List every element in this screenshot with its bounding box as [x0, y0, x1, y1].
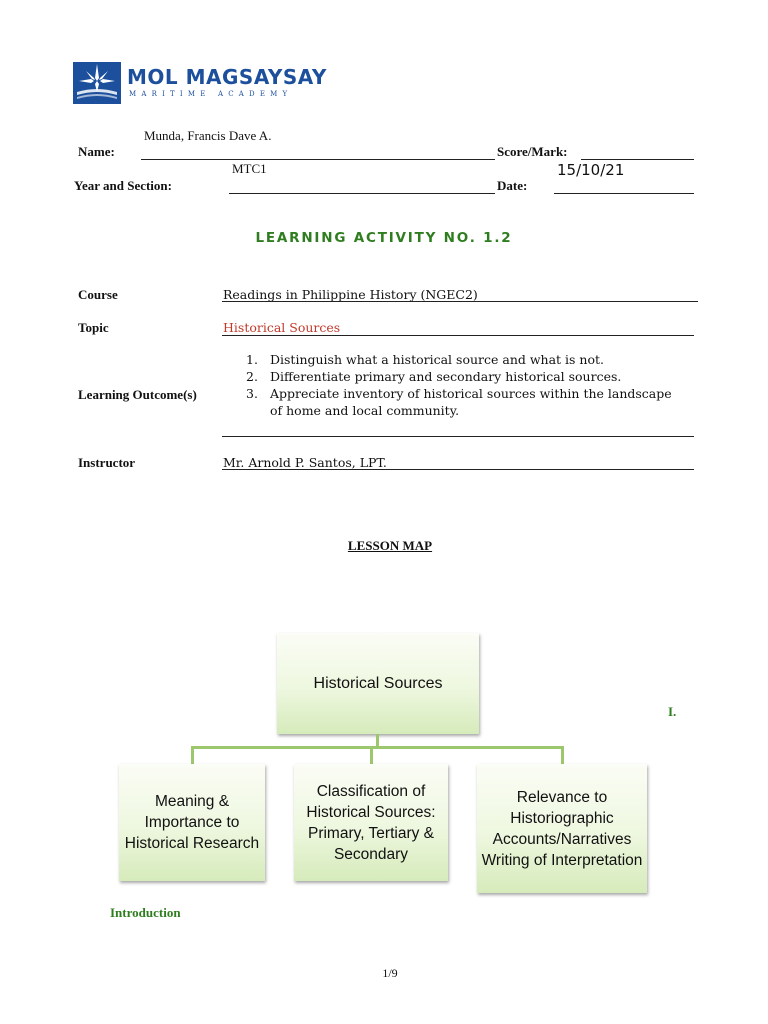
diagram-connector — [370, 746, 373, 764]
year-section-label: Year and Section: — [74, 178, 172, 193]
instructor-label: Instructor — [78, 455, 136, 470]
name-value: Munda, Francis Dave A. — [144, 128, 272, 143]
introduction-heading: Introduction — [110, 905, 181, 920]
diagram-child-node: Classification of Historical Sources: Primary, Tertiary & Secondary — [294, 764, 448, 881]
instructor-line — [222, 469, 694, 470]
year-section-value: MTC1 — [232, 161, 267, 176]
score-label: Score/Mark: — [497, 144, 568, 159]
course-value: Readings in Philippine History (NGEC2) — [223, 287, 478, 302]
logo-main-text: MOL MAGSAYSAY — [127, 65, 327, 89]
logo-sub-text: MARITIME ACADEMY — [129, 90, 293, 98]
list-item: 3. Appreciate inventory of historical sources within the landscape — [246, 386, 672, 401]
list-item: of home and local community. — [270, 403, 460, 418]
outcomes-list — [246, 351, 692, 419]
score-line — [581, 159, 694, 160]
outcomes-label: Learning Outcome(s) — [78, 387, 197, 402]
outcomes-line — [222, 436, 694, 437]
diagram-child-node: Relevance to Historiographic Accounts/Narratives Writing of Interpretation — [477, 764, 647, 893]
name-label: Name: — [78, 144, 115, 159]
list-item: 1. Distinguish what a historical source and what is not. — [246, 352, 605, 367]
topic-label: Topic — [78, 320, 109, 335]
lesson-map-heading: LESSON MAP — [347, 538, 433, 553]
section-number: I. — [668, 704, 677, 719]
year-section-line — [229, 193, 495, 194]
page-indicator: 1/9 — [382, 966, 398, 980]
course-label: Course — [78, 287, 118, 302]
academy-logo — [73, 62, 327, 104]
topic-value: Historical Sources — [223, 320, 341, 335]
activity-title: LEARNING ACTIVITY NO. 1.2 — [255, 230, 513, 246]
diagram-connector — [191, 746, 564, 749]
date-label: Date: — [497, 178, 528, 193]
instructor-value: Mr. Arnold P. Santos, LPT. — [223, 455, 387, 470]
date-value: 15/10/21 — [557, 161, 625, 179]
course-line — [222, 301, 698, 302]
star-emblem-icon — [73, 62, 121, 104]
list-item: 2. Differentiate primary and secondary historical sources. — [246, 369, 622, 384]
topic-line — [222, 335, 694, 336]
diagram-child-node: Meaning & Importance to Historical Research — [119, 764, 265, 881]
date-line — [554, 193, 694, 194]
name-line — [141, 159, 495, 160]
diagram-connector — [561, 746, 564, 764]
diagram-connector — [191, 746, 194, 764]
diagram-root-node: Historical Sources — [277, 633, 479, 734]
